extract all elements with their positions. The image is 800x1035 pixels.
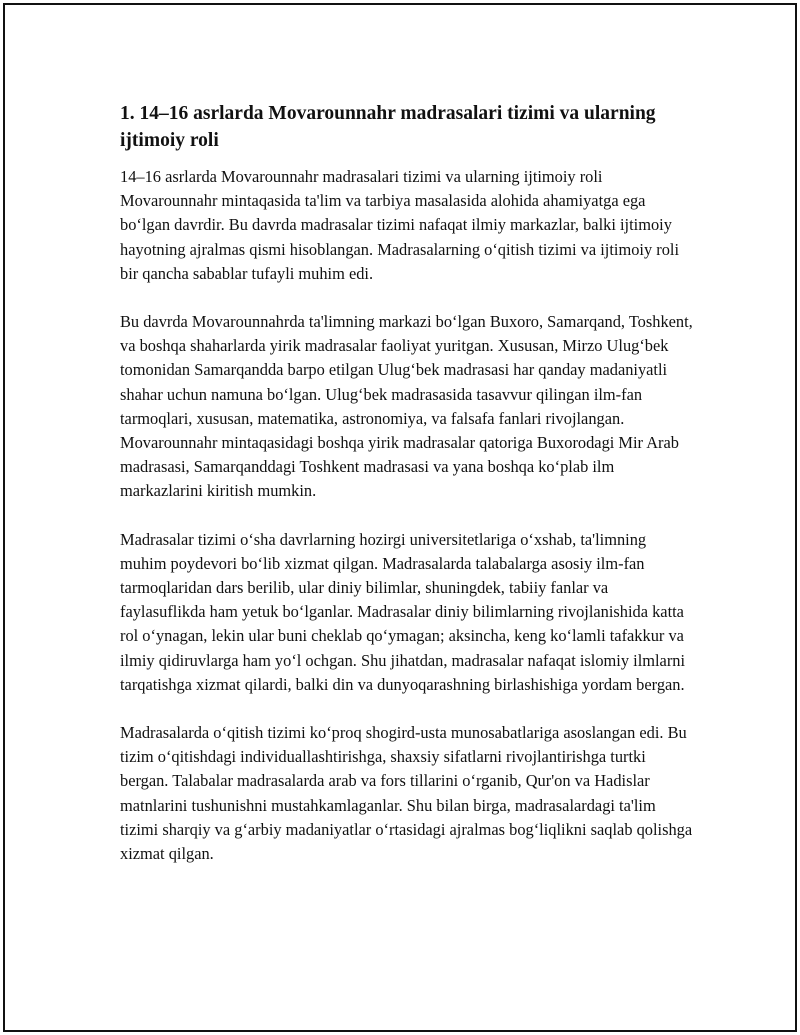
paragraph-3: Madrasalar tizimi o‘sha davrlarning hozirgi universitetlariga o‘xshab, ta'limning muhim poydevori bo‘lib xizmat qilgan. Madrasalarda talabalarga asosiy ilm-fan tarmoqlaridan dars berilib, ular diniy bilimlar, shuningdek, tabiiy fanlar va faylasuflikda ham yetuk bo‘lganlar. Madrasalar diniy bilimlarning rivojlanishida katta rol o‘ynagan, lekin ular buni cheklab qo‘ymagan; aksincha, keng ko‘lamli tafakkur va ilmiy qidiruvlarga ham yo‘l ochgan. Shu jihatdan, madrasalar nafaqat islomiy ilmlarni tarqatishga xizmat qilardi, balki din va dunyoqarashning birlashishiga yordam bergan. [120,529,686,694]
document-body [120,100,695,890]
page-frame [3,3,797,1032]
paragraph-4: Madrasalarda o‘qitish tizimi ko‘proq shogird-usta munosabatlariga asoslangan edi. Bu tizim o‘qitishdagi individuallashtirishga, shaxsiy sifatlarni rivojlantirishga turtki bergan. Talabalar madrasalarda arab va fors tillarini o‘rganib, Qur'on va Hadislar matnlarini tushunishni mustahkamlaganlar. Shu bilan birga, madrasalardagi ta'lim tizimi sharqiy va g‘arbiy madaniyatlar o‘rtasidagi ajralmas bog‘liqlikni saqlab qolishga xizmat qilgan. [120,723,693,864]
paragraph-2: Bu davrda Movarounnahrda ta'limning markazi bo‘lgan Buxoro, Samarqand, Toshkent, va boshqa shaharlarda yirik madrasalar faoliyat yuritgan. Xususan, Mirzo Ulug‘bek tomonidan Samarqandda barpo etilgan Ulug‘bek madrasasi har qanday madaniyatli shahar uchun namuna bo‘lgan. Ulug‘bek madrasasida tasavvur qilingan ilm-fan tarmoqlari, xususan, matematika, astronomiya, va falsafa fanlari rivojlangan. Movarounnahr mintaqasidagi boshqa yirik madrasalar qatoriga Buxorodagi Mir Arab madrasasi, Samarqanddagi Toshkent madrasasi va yana boshqa ko‘plab ilm markazlarini kiritish mumkin. [120,312,693,501]
paragraph-1: 14–16 asrlarda Movarounnahr madrasalari tizimi va ularning ijtimoiy roli Movarounnahr mintaqasida ta'lim va tarbiya masalasida alohida ahamiyatga ega bo‘lgan davrdir. Bu davrda madrasalar tizimi nafaqat ilmiy markazlar, balki ijtimoiy hayotning ajralmas qismi hisoblangan. Madrasalarning o‘qitish tizimi va ijtimoiy roli bir qancha sabablar tufayli muhim edi. [120,167,680,283]
section-heading: 1. 14–16 asrlarda Movarounnahr madrasalari tizimi va ularning ijtimoiy roli [120,103,656,151]
